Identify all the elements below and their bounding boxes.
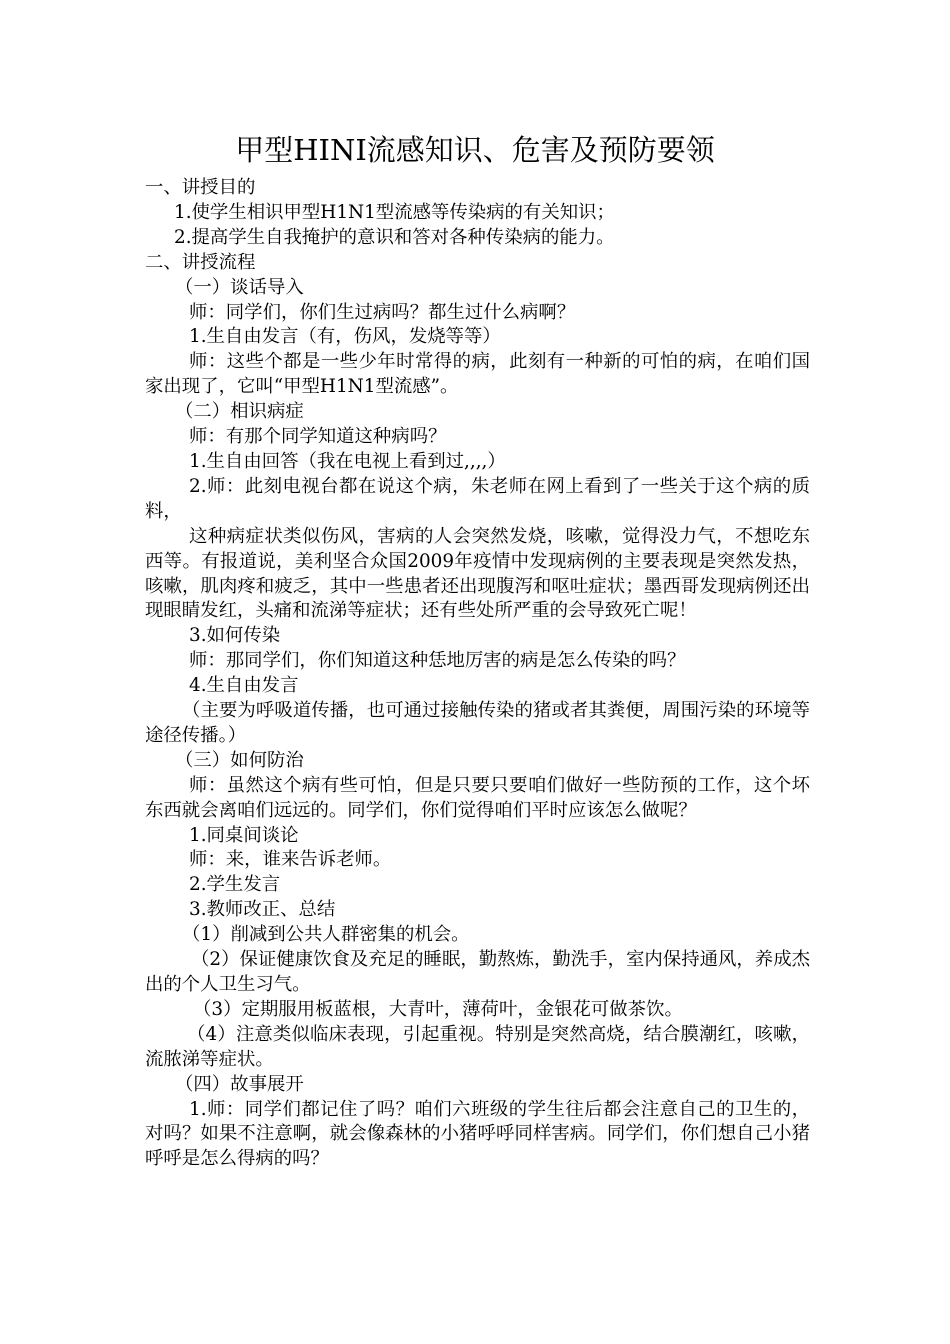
paragraph: （4）注意类似临床表现，引起重视。特别是突然高烧，结合膜潮红，咳嗽，流脓涕等症状。 <box>145 1023 810 1070</box>
paragraph: 二、讲授流程 <box>145 251 256 273</box>
paragraph: 师：这些个都是一些少年时常得的病，此刻有一种新的可怕的病，在咱们国家出现了，它叫“甲型H1N1型流感”。 <box>145 351 810 398</box>
paragraph: 师：有那个同学知道这种病吗？ <box>189 426 447 448</box>
paragraph: 师：来，谁来告诉老师。 <box>189 849 392 871</box>
paragraph: 1.同桌间谈论 <box>189 824 299 846</box>
paragraph: 2.师：此刻电视台都在说这个病，朱老师在网上看到了一些关于这个病的质料， <box>145 475 810 522</box>
paragraph: 1.生自由回答（我在电视上看到过,,,,） <box>189 450 506 472</box>
paragraph: 3.如何传染 <box>189 625 281 647</box>
paragraph: 1.生自由发言（有，伤风，发烧等等） <box>189 326 501 348</box>
paragraph: 这种病症状类似伤风，害病的人会突然发烧，咳嗽，觉得没力气，不想吃东西等。有报道说，美利坚合众国2009年疫情中发现病例的主要表现是突然发热，咳嗽，肌肉疼和疲乏，其中一些患者还出现腹泻和呕吐症状；墨西哥发现病例还出现眼睛发红，头痛和流涕等症状；还有些处所严重的会导致死亡呢！ <box>145 525 810 622</box>
paragraph: 1.使学生相识甲型H1N1型流感等传染病的有关知识； <box>174 201 615 223</box>
document-title: 甲型HINI流感知识、危害及预防要领 <box>235 133 715 167</box>
document-body <box>145 176 810 1172</box>
paragraph: （三）如何防治 <box>175 749 304 771</box>
paragraph: 2.学生发言 <box>189 874 281 896</box>
paragraph: （1）削减到公共人群密集的机会。 <box>182 924 470 946</box>
paragraph: 1.师：同学们都记住了吗？咱们六班级的学生往后都会注意自己的卫生的，对吗？如果不注意啊，就会像森林的小猪呼呼同样害病。同学们，你们想自己小猪呼呼是怎么得病的吗？ <box>145 1098 810 1170</box>
paragraph: 一、讲授目的 <box>145 177 256 198</box>
paragraph: 师：那同学们，你们知道这种恁地厉害的病是怎么传染的吗？ <box>189 650 686 672</box>
paragraph: （二）相识病症 <box>175 401 304 423</box>
paragraph: （主要为呼吸道传播，也可通过接触传染的猪或者其粪便，周围污染的环境等途径传播。） <box>145 700 810 746</box>
paragraph: （一）谈话导入 <box>175 276 304 298</box>
paragraph: （3）定期服用板蓝根，大青叶，薄荷叶，金银花可做茶饮。 <box>193 998 683 1020</box>
paragraph: （2）保证健康饮食及充足的睡眠，勤熬炼，勤洗手，室内保持通风，养成杰出的个人卫生习气。 <box>145 949 810 995</box>
paragraph: 师：同学们，你们生过病吗？都生过什么病啊？ <box>189 301 576 323</box>
paragraph: 4.生自由发言 <box>189 675 299 697</box>
paragraph: 2.提高学生自我掩护的意识和答对各种传染病的能力。 <box>174 226 615 248</box>
paragraph: 师：虽然这个病有些可怕，但是只要只要咱们做好一些防预的工作，这个坏东西就会离咱们远远的。同学们，你们觉得咱们平时应该怎么做呢？ <box>145 774 810 821</box>
paragraph: （四）故事展开 <box>175 1073 304 1095</box>
paragraph: 3.教师改正、总结 <box>189 899 336 921</box>
